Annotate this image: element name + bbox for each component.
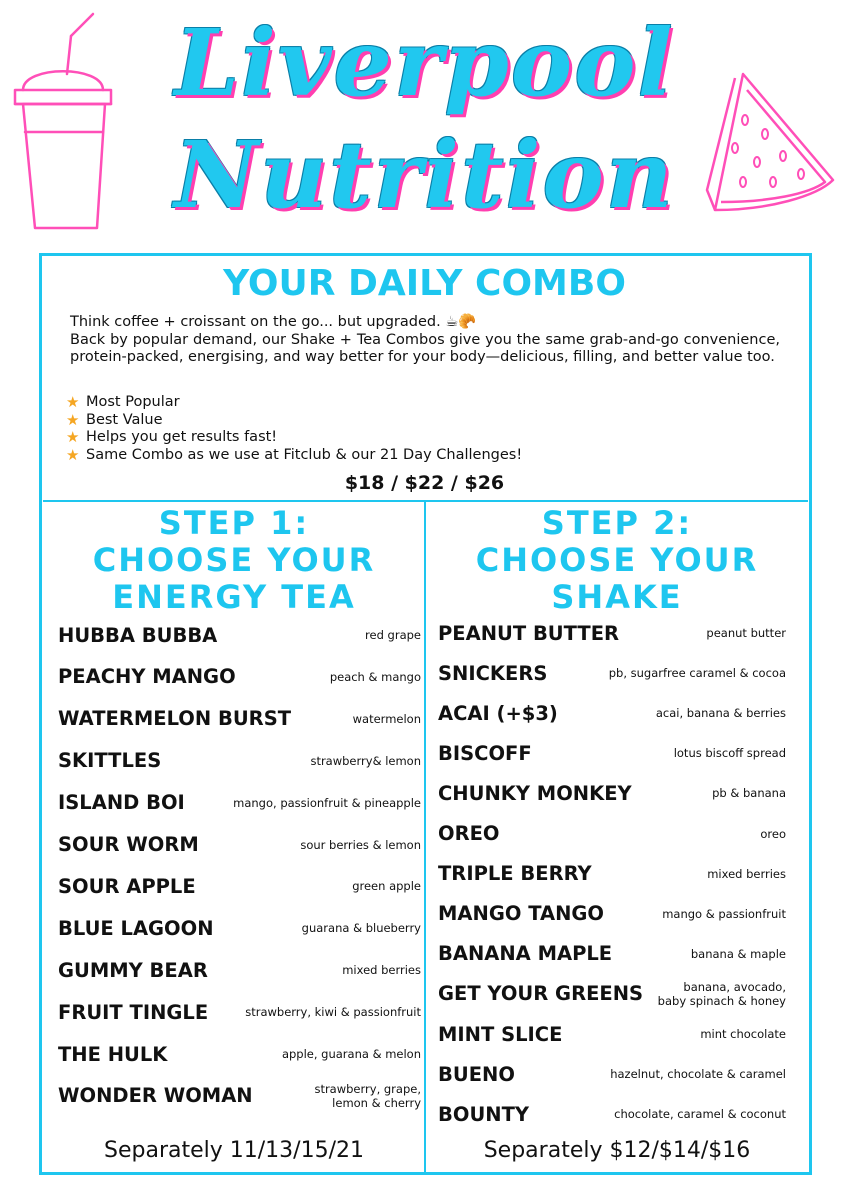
tea-menu-item bbox=[58, 746, 421, 776]
shake-item-name: TRIPLE BERRY bbox=[438, 862, 592, 886]
tea-item-description: strawberry, grape, lemon & cherry bbox=[314, 1081, 421, 1110]
shake-item-name: BUENO bbox=[438, 1062, 515, 1086]
shake-menu-item bbox=[438, 939, 786, 969]
shake-menu-item bbox=[438, 899, 786, 929]
shake-menu-item bbox=[438, 1099, 786, 1129]
shake-menu-item bbox=[438, 1059, 786, 1089]
shake-item-description: pb & banana bbox=[712, 786, 786, 801]
combo-intro bbox=[70, 314, 780, 367]
tea-menu-item bbox=[58, 662, 421, 692]
star-icon: ★ bbox=[66, 428, 80, 446]
shake-item-name: GET YOUR GREENS bbox=[438, 982, 644, 1006]
step2-separately-price: Separately $12/$14/$16 bbox=[483, 1138, 751, 1163]
combo-bullets bbox=[66, 394, 522, 464]
shake-item-description: acai, banana & berries bbox=[655, 706, 786, 721]
tea-item-name: FRUIT TINGLE bbox=[58, 1000, 209, 1024]
tea-item-description: green apple bbox=[352, 879, 421, 894]
tea-menu-item bbox=[58, 955, 421, 985]
step2-heading: STEP 2: CHOOSE YOUR SHAKE bbox=[475, 504, 759, 616]
tea-menu-item bbox=[58, 913, 421, 943]
shake-item-name: OREO bbox=[438, 822, 500, 845]
tea-item-description: strawberry& lemon bbox=[310, 753, 421, 768]
shake-item-description: pb, sugarfree caramel & cocoa bbox=[608, 666, 786, 681]
tea-menu-item bbox=[58, 997, 421, 1027]
shake-menu-item bbox=[438, 698, 786, 728]
tea-item-description: sour berries & lemon bbox=[300, 837, 421, 852]
shake-menu-item bbox=[438, 618, 786, 648]
shake-menu-item bbox=[438, 979, 786, 1009]
star-icon: ★ bbox=[66, 393, 80, 411]
tea-item-name: WONDER WOMAN bbox=[58, 1084, 253, 1108]
tea-item-name: THE HULK bbox=[58, 1042, 168, 1066]
tea-item-name: SKITTLES bbox=[58, 749, 162, 773]
combo-price: $18 / $22 / $26 bbox=[344, 472, 505, 494]
step1-heading: STEP 1: CHOOSE YOUR ENERGY TEA bbox=[92, 504, 376, 616]
step1-separately-price: Separately 11/13/15/21 bbox=[104, 1138, 364, 1163]
bullet-item: ★ Most Popular bbox=[66, 393, 180, 411]
tea-item-description: mixed berries bbox=[342, 963, 421, 978]
shake-item-description: mango & passionfruit bbox=[662, 906, 786, 921]
tea-item-description: watermelon bbox=[352, 711, 421, 726]
tea-menu-item bbox=[58, 620, 421, 650]
shake-item-name: MANGO TANGO bbox=[438, 902, 604, 926]
brand-title-line2: Nutrition bbox=[174, 121, 675, 229]
tea-item-name: SOUR WORM bbox=[58, 833, 199, 856]
tea-item-description: strawberry, kiwi & passionfruit bbox=[245, 1005, 421, 1020]
tea-item-name: HUBBA BUBBA bbox=[58, 623, 218, 647]
tea-item-name: PEACHY MANGO bbox=[58, 665, 236, 689]
shake-item-description: chocolate, caramel & coconut bbox=[614, 1107, 786, 1122]
shake-item-name: BANANA MAPLE bbox=[438, 942, 613, 966]
intro-line-1: Think coffee + croissant on the go... but upgraded. ☕🥐 bbox=[70, 314, 477, 330]
intro-line-2: Back by popular demand, our Shake + Tea Combos give you the same grab-and-go convenience, protein-packed, energising, and way better for your body—delicious, filling, and better value too. bbox=[70, 331, 780, 365]
tea-item-description: peach & mango bbox=[329, 669, 421, 684]
shake-item-description: peanut butter bbox=[706, 626, 786, 640]
tea-menu-item bbox=[58, 1081, 421, 1111]
shake-item-description: mixed berries bbox=[707, 866, 786, 881]
tea-item-description: apple, guarana & melon bbox=[281, 1047, 421, 1061]
tea-menu-item bbox=[58, 788, 421, 818]
shake-item-name: ACAI (+$3) bbox=[438, 701, 558, 725]
shake-item-name: CHUNKY MONKEY bbox=[438, 781, 632, 805]
shake-item-name: PEANUT BUTTER bbox=[438, 621, 620, 645]
shake-item-name: BOUNTY bbox=[438, 1102, 530, 1126]
bullet-item: ★ Helps you get results fast! bbox=[66, 428, 278, 446]
tea-menu-item bbox=[58, 830, 421, 860]
shake-menu-item bbox=[438, 778, 786, 808]
combo-title: YOUR DAILY COMBO bbox=[223, 263, 626, 304]
star-icon: ★ bbox=[66, 445, 80, 464]
tea-item-description: guarana & blueberry bbox=[301, 921, 421, 936]
tea-item-name: WATERMELON BURST bbox=[58, 707, 292, 731]
tea-menu-item bbox=[58, 704, 421, 734]
shake-menu-item bbox=[438, 1019, 786, 1049]
bullet-item: ★ Best Value bbox=[66, 410, 163, 429]
shake-menu-item bbox=[438, 658, 786, 688]
shake-menu-item bbox=[438, 738, 786, 768]
shake-item-name: MINT SLICE bbox=[438, 1022, 563, 1046]
shake-menu-item bbox=[438, 859, 786, 889]
shake-item-description: oreo bbox=[760, 826, 786, 841]
shake-menu-item bbox=[438, 819, 786, 849]
tea-item-name: GUMMY BEAR bbox=[58, 958, 208, 982]
shake-item-description: banana, avocado, baby spinach & honey bbox=[657, 979, 786, 1008]
tea-item-name: SOUR APPLE bbox=[58, 874, 196, 898]
tea-menu-item bbox=[58, 871, 421, 901]
shake-item-name: BISCOFF bbox=[438, 741, 532, 765]
star-icon: ★ bbox=[66, 410, 80, 429]
tea-item-name: BLUE LAGOON bbox=[58, 916, 214, 940]
shake-item-description: lotus biscoff spread bbox=[673, 746, 786, 761]
tea-item-name: ISLAND BOI bbox=[58, 791, 185, 815]
tea-item-description: red grape bbox=[365, 628, 421, 642]
shake-item-description: mint chocolate bbox=[700, 1027, 786, 1041]
tea-item-description: mango, passionfruit & pineapple bbox=[233, 795, 421, 810]
brand-title-line1: Liverpool bbox=[174, 9, 675, 117]
shake-item-description: hazelnut, chocolate & caramel bbox=[610, 1067, 786, 1082]
bullet-item: ★ Same Combo as we use at Fitclub & our 21 Day Challenges! bbox=[66, 445, 523, 464]
tea-menu-item bbox=[58, 1039, 421, 1069]
shake-item-description: banana & maple bbox=[690, 946, 786, 961]
shake-item-name: SNICKERS bbox=[438, 661, 548, 685]
